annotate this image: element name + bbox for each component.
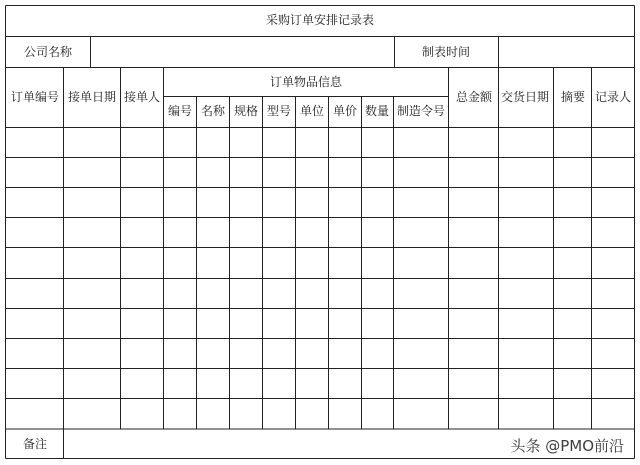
recorder-header: 记录人	[594, 90, 632, 104]
delivery-date-header: 交货日期	[500, 90, 550, 104]
item-sub-header-unit: 单位	[299, 104, 325, 118]
order-no-header: 订单编号	[10, 90, 60, 104]
item-sub-header-model: 型号	[266, 104, 292, 118]
item-sub-header-no: 编号	[167, 104, 193, 118]
company-name-label: 公司名称	[23, 45, 73, 59]
item-sub-header-name: 名称	[200, 104, 226, 118]
summary-header: 摘要	[560, 90, 586, 104]
watermark-logo: 头条 @PMO前沿	[510, 437, 624, 455]
table-date-label: 制表时间	[421, 45, 471, 59]
item-sub-header-spec: 规格	[233, 104, 259, 118]
item-sub-header-qty: 数量	[364, 104, 390, 118]
receiver-header: 接单人	[123, 90, 161, 104]
receive-date-header: 接单日期	[67, 90, 117, 104]
total-amount-header: 总金额	[455, 90, 493, 104]
item-info-header: 订单物品信息	[269, 75, 343, 89]
item-sub-header-mfg-order: 制造令号	[396, 104, 446, 118]
item-sub-header-price: 单价	[332, 104, 358, 118]
form-title: 采购订单安排记录表	[265, 13, 375, 27]
remark-label: 备注	[22, 437, 48, 451]
